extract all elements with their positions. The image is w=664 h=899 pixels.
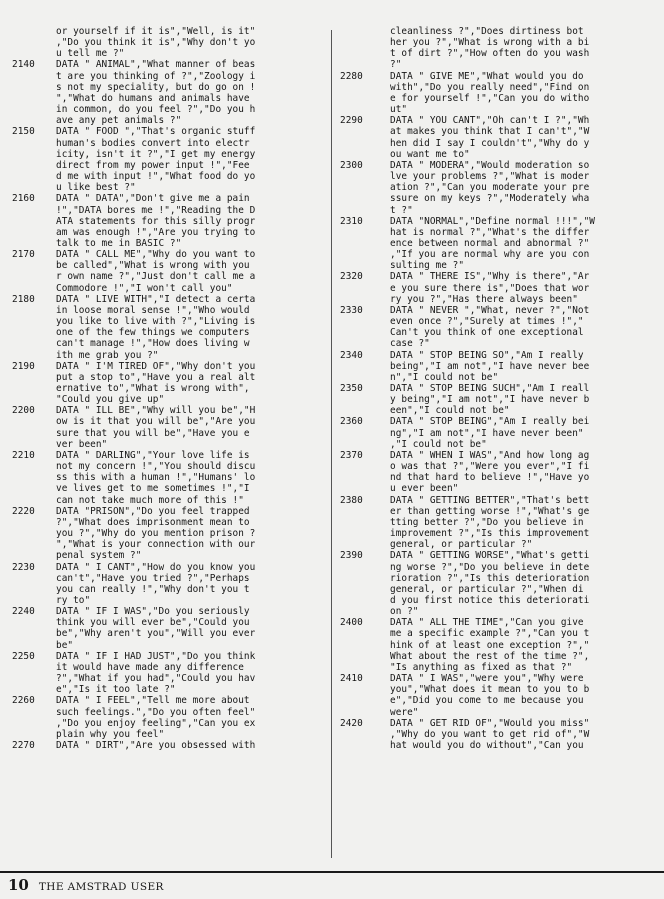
line-number <box>12 26 56 59</box>
listing-entry <box>340 550 652 617</box>
line-number: 2300 <box>340 159 363 171</box>
listing-entry <box>340 216 652 272</box>
line-number: 2190 <box>12 360 35 372</box>
page-footer <box>8 876 164 894</box>
code-text: DATA "PRISON","Do you feel trapped ?","What does imprisonment mean to you ?","Why do you mention prison ? ","What is your connection with our penal system ?" <box>56 505 256 562</box>
line-number: 2350 <box>340 383 363 394</box>
code-text: DATA " ILL BE","Why will you be","H ow is it that you will be","Are you sure that you will be","Have you e ver been" <box>56 405 256 450</box>
listing-entry <box>12 606 324 651</box>
line-number: 2330 <box>340 304 363 316</box>
magazine-name: THE AMSTRAD USER <box>38 881 164 893</box>
line-number: 2260 <box>12 695 35 707</box>
listing-entry <box>340 271 652 304</box>
line-number: 2410 <box>340 673 363 685</box>
page-number: 10 <box>8 876 29 894</box>
line-number: 2160 <box>12 193 35 205</box>
line-number: 2320 <box>340 271 363 283</box>
line-number: 2390 <box>340 550 363 562</box>
right-listing-column <box>340 26 652 751</box>
code-text: DATA " IF I WAS","Do you seriously think you will ever be","Could you be","Why aren't you","Will you ever be" <box>56 606 256 651</box>
line-number: 2140 <box>12 59 35 71</box>
line-number: 2280 <box>340 70 363 82</box>
code-text: DATA "NORMAL","Define normal !!!","W hat is normal ?","What's the differ ence between normal and abnormal ?" ,"If you are normal why are you con sulting me ?" <box>390 215 595 272</box>
line-number: 2250 <box>12 650 35 662</box>
listing-entry <box>340 718 652 751</box>
listing-entry <box>340 26 652 71</box>
code-text: DATA " I FEEL","Tell me more about such feelings.","Do you often feel" ,"Do you enjoy feeling","Can you ex plain why you feel" <box>56 695 256 740</box>
listing-entry <box>12 450 324 506</box>
line-number: 2180 <box>12 293 35 305</box>
listing-entry <box>340 383 652 416</box>
code-text: DATA " IF I HAD JUST","Do you think it would have made any difference ?","What if you had","Could you hav e","Is it too late ?" <box>56 650 256 696</box>
listing-entry <box>340 160 652 216</box>
line-number: 2370 <box>340 449 363 461</box>
code-text: DATA " STOP BEING","Am I really bei ng","I am not","I have never been" ,"I could not be" <box>390 416 590 450</box>
code-text: DATA " STOP BEING SO","Am I really being","I am not","I have never bee n","I could not be" <box>390 349 590 383</box>
code-text: DATA " THERE IS","Why is there","Ar e you sure there is","Does that wor ry you ?","Has there always been" <box>390 271 590 305</box>
code-text: DATA " I WAS","were you","Why were you","What does it mean to you to b e","Did you come to me because you were" <box>390 673 590 718</box>
listing-entry <box>12 59 324 126</box>
listing-entry <box>12 193 324 249</box>
code-text: DATA " DATA","Don't give me a pain !","DATA bores me !","Reading the D ATA statements for this silly progr am was enough !","Are you trying to talk to me in BASIC ?" <box>56 193 256 249</box>
listing-entry <box>12 249 324 294</box>
line-number: 2380 <box>340 494 363 506</box>
line-number: 2420 <box>340 717 363 729</box>
line-number: 2200 <box>12 405 35 417</box>
line-number: 2340 <box>340 349 363 361</box>
listing-entry <box>340 115 652 160</box>
listing-entry <box>340 416 652 449</box>
code-text: DATA " WHEN I WAS","And how long ag o was that ?","Were you ever","I fi nd that hard to believe !","Have yo u ever been" <box>390 449 590 495</box>
line-number: 2230 <box>12 561 35 573</box>
code-text: DATA " I'M TIRED OF","Why don't you put a stop to","Have you a real alt ernative to","What is wrong with", "Could you give up" <box>56 360 256 406</box>
line-number: 2170 <box>12 249 35 261</box>
listing-entry <box>12 361 324 406</box>
code-text: DATA " FOOD ","That's organic stuff human's bodies convert into electr icity, isn't it ?","I get my energy direct from my power input !","Fee d me with input !","What food do yo u like best ?" <box>56 126 256 194</box>
column-divider <box>331 30 332 858</box>
listing-entry <box>12 695 324 740</box>
listing-entry <box>340 305 652 350</box>
left-listing-column <box>12 26 324 751</box>
line-number <box>340 26 390 71</box>
line-number: 2360 <box>340 416 363 428</box>
code-text: DATA " ANIMAL","What manner of beas t are you thinking of ?","Zoology i s not my speciality, but do go on ! ","What do humans and animals have in common, do you feel ?","Do you h ave any pet animals ?" <box>56 59 256 127</box>
line-number: 2150 <box>12 126 35 138</box>
code-text: DATA " I CANT","How do you know you can't","Have you tried ?","Perhaps you can really !","Why don't you t ry to" <box>56 561 256 606</box>
code-text: DATA " GETTING WORSE","What's getti ng worse ?","Do you believe in dete rioration ?","Is this deterioration general, or particular ?","When di d you first notice this deteriorati on ?" <box>390 550 590 618</box>
line-number: 2310 <box>340 215 363 227</box>
line-number: 2210 <box>12 449 35 461</box>
code-text: DATA " MODERA","Would moderation so lve your problems ?","What is moder ation ?","Can you moderate your pre ssure on my keys ?","Moderately wha t ?" <box>390 159 590 216</box>
line-number: 2240 <box>12 606 35 618</box>
listing-entry <box>12 126 324 193</box>
listing-entry <box>12 405 324 450</box>
listing-entry <box>340 450 652 495</box>
code-text: cleanliness ?","Does dirtiness bot her you ?","What is wrong with a bi t of dirt ?","How often do you wash ?" <box>390 26 590 71</box>
code-text: DATA " YOU CANT","Oh can't I ?","Wh at makes you think that I can't","W hen did I say I couldn't","Why do y ou want me to" <box>390 115 590 160</box>
listing-entry <box>340 617 652 673</box>
listing-entry <box>340 350 652 383</box>
listing-entry <box>12 562 324 607</box>
line-number: 2290 <box>340 115 363 127</box>
listing-entry <box>12 294 324 361</box>
code-text: DATA " GETTING BETTER","That's bett er than getting worse !","What's ge tting better ?","Do you believe in improvement ?","Is this improvement general, or particular ?" <box>390 494 590 551</box>
code-text: DATA " GET RID OF","Would you miss" ,"Why do you want to get rid of","W hat would you do without","Can you <box>390 717 590 751</box>
code-text: DATA " CALL ME","Why do you want to be called","What is wrong with you r own name ?","Just don't call me a Commodore !","I won't call you" <box>56 249 256 294</box>
code-text: DATA " STOP BEING SUCH","Am I reall y being","I am not","I have never b een","I could not be" <box>390 383 590 417</box>
code-text: DATA " LIVE WITH","I detect a certa in loose moral sense !","Who would you like to live with ?","Living is one of the few things we computers can't manage !","How does living w ith me grab you ?" <box>56 293 256 361</box>
line-number: 2270 <box>12 740 35 751</box>
code-text: DATA " DARLING","Your love life is not my concern !","You should discu ss this with a human !","Humans' lo ve lives get to me sometimes !","I can not take much more of this !" <box>56 449 256 506</box>
line-number: 2220 <box>12 505 35 517</box>
code-text: or yourself if it is","Well, is it" ,"Do you think it is","Why don't yo u tell me ?" <box>56 26 256 60</box>
line-number: 2400 <box>340 617 363 629</box>
listing-entry <box>12 26 324 59</box>
code-text: DATA " DIRT","Are you obsessed with <box>56 740 256 751</box>
listing-entry <box>12 506 324 562</box>
footer-rule <box>0 871 664 873</box>
listing-entry <box>340 673 652 718</box>
listing-entry <box>12 651 324 696</box>
listing-entry <box>12 740 324 751</box>
code-text: DATA " GIVE ME","What would you do with","Do you really need","Find on e for yourself !","Can you do witho ut" <box>390 70 590 116</box>
code-text: DATA " ALL THE TIME","Can you give me a specific example ?","Can you t hink of at least one exception ?"," What about the rest of the time ?", "Is anything as fixed as that ?" <box>390 617 590 673</box>
code-text: DATA " NEVER ","What, never ?","Not even once ?","Surely at times !"," Can't you think of one exceptional case ?" <box>390 304 590 350</box>
listing-entry <box>340 495 652 551</box>
listing-entry <box>340 71 652 116</box>
